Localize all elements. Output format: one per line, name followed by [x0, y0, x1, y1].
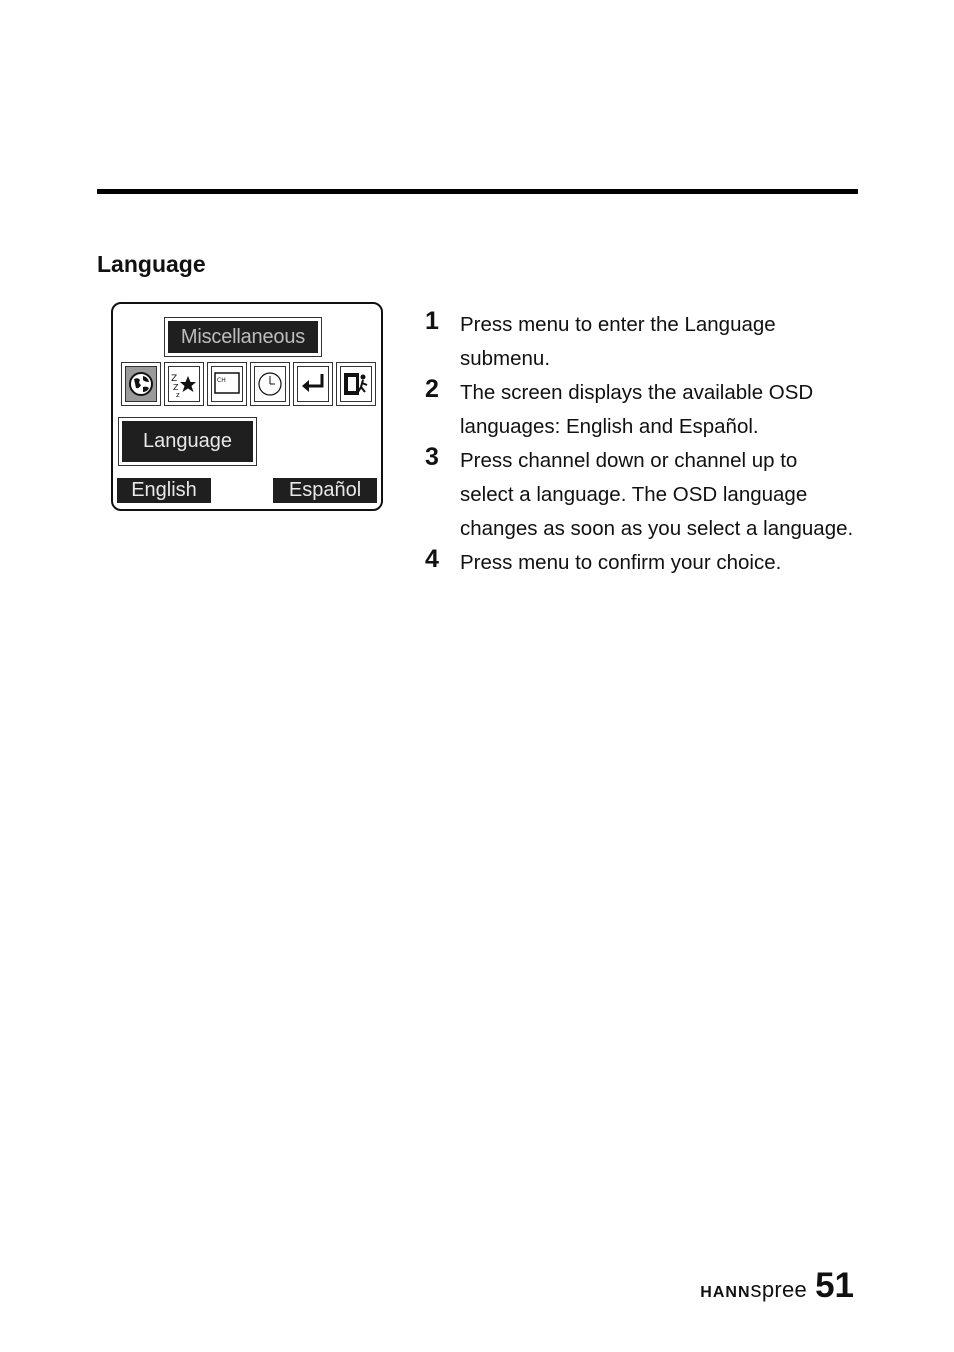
osd-submenu-language-text: Language [122, 421, 253, 462]
osd-menu-title [164, 317, 322, 357]
osd-option-espanol: Español [273, 478, 377, 503]
language-icon [121, 362, 161, 406]
osd-icon-bar [121, 362, 375, 408]
step-number: 1 [425, 307, 439, 335]
osd-menu-title-text: Miscellaneous [168, 321, 318, 353]
page-footer [700, 1266, 854, 1312]
osd-submenu-language [118, 417, 257, 466]
brand-logo: HANNspree [700, 1277, 808, 1302]
step-item [425, 546, 855, 580]
return-icon [293, 362, 333, 406]
step-number: 2 [425, 375, 439, 403]
step-text: Press channel down or channel up to select a language. The OSD language changes as soon as you select a language. [460, 449, 854, 540]
svg-text:Z: Z [171, 374, 178, 384]
clock-icon [250, 362, 290, 406]
sleep-timer-icon [164, 362, 204, 406]
osd-screen-figure [111, 302, 383, 511]
step-item [425, 376, 855, 444]
step-text: The screen displays the available OSD languages: English and Español. [460, 381, 814, 438]
step-text: Press menu to confirm your choice. [460, 551, 782, 574]
svg-text:Z: Z [173, 383, 179, 392]
step-item [425, 444, 855, 546]
osd-option-english: English [117, 478, 211, 503]
channel-icon-label: CH [217, 377, 226, 384]
step-number: 4 [425, 545, 439, 573]
svg-text:z: z [176, 391, 180, 399]
section-title: Language [97, 251, 206, 277]
step-item [425, 308, 855, 376]
exit-icon [336, 362, 376, 406]
step-text: Press menu to enter the Language submenu. [460, 313, 776, 370]
header-rule [97, 189, 858, 194]
step-number: 3 [425, 443, 439, 471]
page-number: 51 [815, 1266, 854, 1305]
channel-lock-icon [207, 362, 247, 406]
step-list [425, 308, 855, 580]
